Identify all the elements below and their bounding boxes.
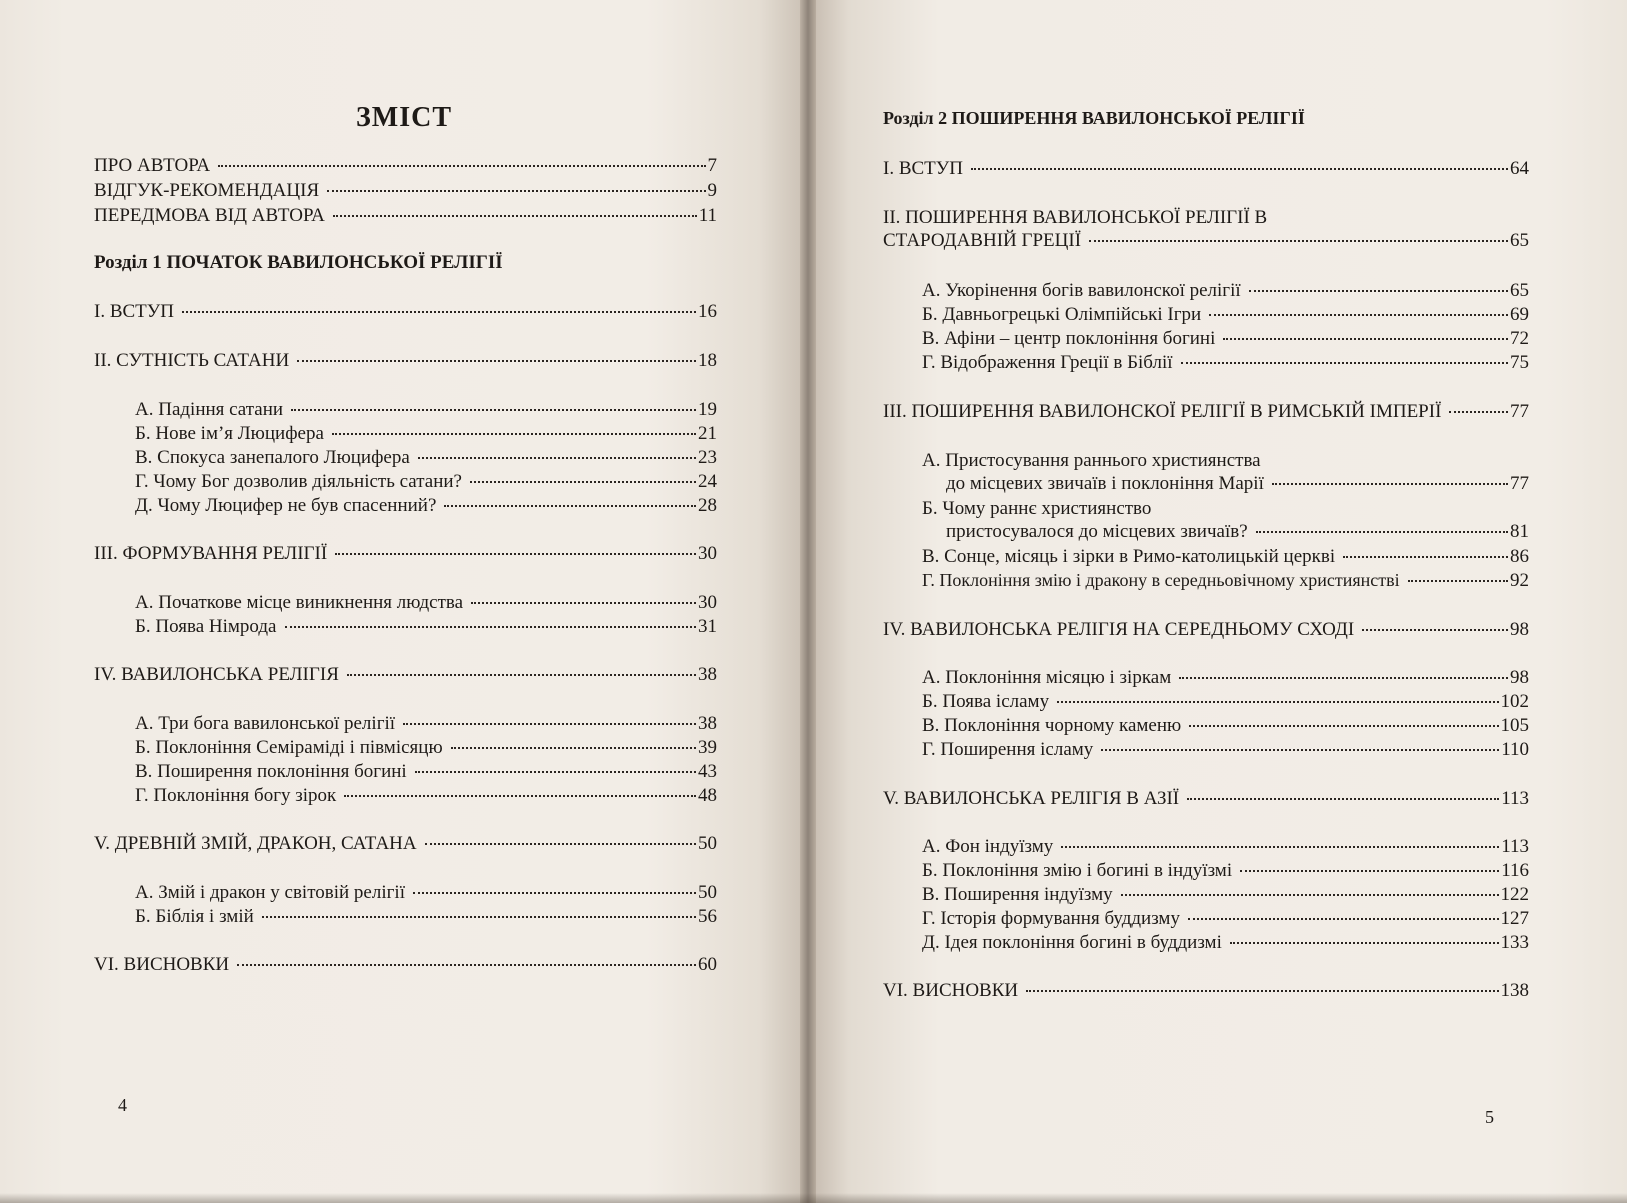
toc-subentry	[922, 569, 1529, 592]
toc-page-number: 116	[1501, 860, 1529, 881]
dot-leader	[403, 723, 696, 725]
toc-page-number: 81	[1510, 521, 1529, 542]
toc-page-number: 19	[698, 399, 717, 420]
toc-entry-label: I. ВСТУП	[94, 301, 174, 322]
section-heading: Розділ 2 ПОШИРЕННЯ ВАВИЛОНСЬКОЇ РЕЛІГІЇ	[883, 108, 1305, 128]
toc-entry-line2	[946, 472, 1529, 495]
toc-page-number: 105	[1500, 715, 1529, 736]
dot-leader	[415, 771, 696, 773]
toc-entry-label: В. Сонце, місяць і зірки в Римо-католицькій церкві	[922, 546, 1336, 567]
book-gutter	[800, 0, 816, 1203]
dot-leader	[1249, 290, 1508, 292]
dot-leader	[1026, 990, 1498, 992]
toc-entry-label: V. ДРЕВНІЙ ЗМІЙ, ДРАКОН, САТАНА	[94, 833, 417, 854]
toc-page-number: 30	[698, 592, 717, 613]
toc-entry-label: Г. Поширення ісламу	[922, 739, 1094, 760]
toc-subentry	[922, 545, 1529, 568]
toc-entry-label: Б. Поява ісламу	[922, 691, 1050, 712]
dot-leader	[347, 674, 696, 676]
section-heading: Розділ 1 ПОЧАТОК ВАВИЛОНСЬКОЇ РЕЛІГІЇ	[94, 252, 503, 273]
toc-entry-label: Д. Чому Люцифер не був спасенний?	[135, 495, 437, 516]
toc-subentry	[922, 279, 1529, 302]
dot-leader	[344, 795, 696, 797]
toc-page-number: 24	[698, 471, 717, 492]
toc-entry-label: В. Поширення індуїзму	[922, 884, 1113, 905]
toc-page-number: 110	[1501, 739, 1529, 760]
toc-entry-label: А. Укорінення богів вавилонскої релігії	[922, 280, 1241, 301]
dot-leader	[1057, 701, 1498, 703]
toc-entry-label: А. Початкове місце виникнення людства	[135, 592, 464, 613]
toc-entry-label: А. Падіння сатани	[135, 399, 284, 420]
toc-entry-label: VI. ВИСНОВКИ	[94, 954, 230, 975]
dot-leader	[1343, 556, 1508, 558]
toc-entry-preface	[94, 204, 717, 227]
toc-page-number: 77	[1510, 401, 1529, 422]
toc-entry-label: IV. ВАВИЛОНСЬКА РЕЛІГІЯ	[94, 664, 339, 685]
toc-entry-label: Г. Відображення Греції в Біблії	[922, 352, 1173, 373]
toc-page-number: 92	[1510, 570, 1529, 591]
toc-entry-label: Г. Історія формування буддизму	[922, 908, 1180, 929]
dot-leader	[237, 964, 696, 966]
toc-entry-label: ВІДГУК-РЕКОМЕНДАЦІЯ	[94, 180, 320, 201]
toc-page-number: 102	[1500, 691, 1529, 712]
toc-subentry	[135, 446, 717, 469]
toc-subentry	[135, 736, 717, 759]
toc-entry-label: V. ВАВИЛОНСЬКА РЕЛІГІЯ В АЗІЇ	[883, 788, 1180, 809]
toc-chapter	[94, 349, 717, 372]
dot-leader	[1240, 870, 1499, 872]
page-number: 4	[118, 1095, 127, 1115]
toc-page-number: 43	[698, 761, 717, 782]
toc-subentry-wrapped	[922, 449, 1529, 495]
toc-subentry	[135, 591, 717, 614]
dot-leader	[1256, 531, 1508, 533]
toc-entry-label: до місцевих звичаїв і поклоніння Марії	[946, 473, 1264, 494]
toc-subentry-wrapped	[922, 497, 1529, 543]
toc-page-number: 133	[1500, 932, 1529, 953]
toc-entry-line2	[883, 229, 1529, 252]
toc-subentry	[135, 398, 717, 421]
toc-subentry	[922, 327, 1529, 350]
toc-entry-label: IV. ВАВИЛОНСЬКА РЕЛІГІЯ НА СЕРЕДНЬОМУ СХОДІ	[883, 619, 1355, 640]
toc-entry-label: Б. Нове ім’я Люцифера	[135, 423, 324, 444]
toc-subentry	[922, 351, 1529, 374]
toc-entry-label: Г. Поклоніння змію і дракону в середньовічному християнстві	[922, 570, 1400, 590]
toc-subentry	[135, 494, 717, 517]
toc-page-number: 65	[1510, 280, 1529, 301]
dot-leader	[262, 916, 696, 918]
toc-entry-label: В. Поширення поклоніння богині	[135, 761, 407, 782]
toc-chapter-wrapped	[883, 206, 1529, 252]
toc-page-number: 9	[707, 180, 717, 201]
dot-leader	[1272, 483, 1508, 485]
toc-page-number: 60	[698, 954, 717, 975]
dot-leader	[1179, 677, 1508, 679]
right-page	[808, 0, 1627, 1203]
toc-page-number: 86	[1510, 546, 1529, 567]
toc-entry-line2	[946, 520, 1529, 543]
toc-page-number: 127	[1500, 908, 1529, 929]
toc-chapter	[883, 618, 1529, 641]
dot-leader	[413, 892, 696, 894]
toc-subentry	[135, 760, 717, 783]
toc-subentry	[922, 714, 1529, 737]
dot-leader	[1449, 411, 1508, 413]
toc-chapter	[94, 953, 717, 976]
dot-leader	[1181, 362, 1508, 364]
toc-page-number: 21	[698, 423, 717, 444]
dot-leader	[418, 457, 696, 459]
toc-page-number: 98	[1510, 667, 1529, 688]
toc-chapter	[94, 300, 717, 323]
toc-entry-label: А. Три бога вавилонської релігії	[135, 713, 396, 734]
dot-leader	[425, 843, 696, 845]
dot-leader	[327, 190, 705, 192]
toc-chapter	[883, 787, 1529, 810]
toc-entry-label-line1: Б. Чому раннє християнство	[922, 498, 1152, 519]
left-page	[0, 0, 808, 1203]
toc-entry-label: А. Змій і дракон у світовій релігії	[135, 882, 405, 903]
toc-chapter	[94, 542, 717, 565]
toc-page-number: 72	[1510, 328, 1529, 349]
toc-page-number: 39	[698, 737, 717, 758]
toc-entry-label: III. ФОРМУВАННЯ РЕЛІГІЇ	[94, 543, 328, 564]
toc-page-number: 31	[698, 616, 717, 637]
dot-leader	[333, 215, 697, 217]
dot-leader	[1121, 894, 1499, 896]
toc-subentry	[135, 470, 717, 493]
toc-page-number: 50	[698, 833, 717, 854]
toc-entry-label: ПЕРЕДМОВА ВІД АВТОРА	[94, 205, 325, 226]
dot-leader	[1223, 338, 1508, 340]
page-edge-shadow	[0, 1193, 1627, 1203]
dot-leader	[1089, 240, 1508, 242]
dot-leader	[971, 168, 1508, 170]
toc-subentry	[922, 835, 1529, 858]
toc-subentry	[922, 907, 1529, 930]
toc-subentry	[135, 615, 717, 638]
toc-page-number: 38	[698, 713, 717, 734]
toc-subentry	[922, 738, 1529, 761]
toc-page-number: 122	[1500, 884, 1529, 905]
dot-leader	[451, 747, 696, 749]
toc-subentry	[922, 931, 1529, 954]
toc-subentry	[135, 881, 717, 904]
dot-leader	[1362, 629, 1508, 631]
toc-subentry	[922, 666, 1529, 689]
toc-entry-label: Г. Чому Бог дозволив діяльність сатани?	[135, 471, 462, 492]
toc-page-number: 11	[698, 205, 717, 226]
toc-chapter	[94, 832, 717, 855]
toc-entry-label: А. Поклоніння місяцю і зіркам	[922, 667, 1172, 688]
toc-entry-label-line1: А. Пристосування раннього християнства	[922, 450, 1261, 471]
page-number: 5	[1485, 1107, 1494, 1127]
toc-page-number: 18	[698, 350, 717, 371]
toc-chapter	[883, 157, 1529, 180]
dot-leader	[297, 360, 696, 362]
dot-leader	[1189, 725, 1498, 727]
toc-entry-label: II. СУТНІСТЬ САТАНИ	[94, 350, 290, 371]
dot-leader	[1101, 749, 1499, 751]
toc-entry-label: Б. Поклоніння змію і богині в індуїзмі	[922, 860, 1233, 881]
toc-page-number: 30	[698, 543, 717, 564]
toc-page-number: 38	[698, 664, 717, 685]
toc-entry-label: I. ВСТУП	[883, 158, 963, 179]
dot-leader	[218, 165, 705, 167]
toc-subentry	[135, 905, 717, 928]
toc-chapter	[883, 979, 1529, 1002]
dot-leader	[471, 602, 696, 604]
toc-subentry	[922, 859, 1529, 882]
toc-page-number: 28	[698, 495, 717, 516]
toc-subentry	[135, 784, 717, 807]
toc-entry-label: VI. ВИСНОВКИ	[883, 980, 1019, 1001]
dot-leader	[1408, 580, 1508, 582]
toc-page-number: 69	[1510, 304, 1529, 325]
toc-page-number: 77	[1510, 473, 1529, 494]
dot-leader	[332, 433, 696, 435]
dot-leader	[444, 505, 696, 507]
toc-chapter	[94, 663, 717, 686]
toc-entry-label: Б. Поява Німрода	[135, 616, 277, 637]
toc-entry-label: В. Поклоніння чорному каменю	[922, 715, 1182, 736]
toc-entry-label: В. Афіни – центр поклоніння богині	[922, 328, 1216, 349]
toc-entry-label: В. Спокуса занепалого Люцифера	[135, 447, 410, 468]
toc-subentry	[922, 883, 1529, 906]
toc-page-number: 64	[1510, 158, 1529, 179]
toc-chapter	[883, 400, 1529, 423]
toc-page-number: 48	[698, 785, 717, 806]
toc-entry-label: Д. Ідея поклоніння богині в буддизмі	[922, 932, 1222, 953]
toc-page-number: 50	[698, 882, 717, 903]
toc-entry-label: пристосувалося до місцевих звичаїв?	[946, 521, 1248, 542]
toc-entry-label: Б. Поклоніння Семіраміді і півмісяцю	[135, 737, 443, 758]
toc-entry-about-author	[94, 154, 717, 177]
toc-entry-label: А. Фон індуїзму	[922, 836, 1054, 857]
dot-leader	[182, 311, 696, 313]
toc-entry-label: Б. Давньогрецькі Олімпійські Ігри	[922, 304, 1202, 325]
dot-leader	[1061, 846, 1499, 848]
toc-entry-label: ПРО АВТОРА	[94, 155, 211, 176]
toc-page-number: 98	[1510, 619, 1529, 640]
toc-subentry	[135, 712, 717, 735]
toc-page-number: 23	[698, 447, 717, 468]
dot-leader	[1188, 918, 1499, 920]
toc-entry-label-line1: II. ПОШИРЕННЯ ВАВИЛОНСЬКОЇ РЕЛІГІЇ В	[883, 207, 1268, 228]
toc-page-number: 113	[1501, 836, 1529, 857]
toc-page-number: 16	[698, 301, 717, 322]
toc-page-number: 75	[1510, 352, 1529, 373]
toc-entry-label: III. ПОШИРЕННЯ ВАВИЛОНСКОЇ РЕЛІГІЇ В РИМСЬКІЙ ІМПЕРІЇ	[883, 401, 1442, 422]
toc-page-number: 7	[707, 155, 717, 176]
dot-leader	[291, 409, 696, 411]
toc-page-number: 113	[1501, 788, 1529, 809]
toc-entry-label: СТАРОДАВНІЙ ГРЕЦІЇ	[883, 230, 1082, 251]
dot-leader	[285, 626, 697, 628]
toc-page-number: 56	[698, 906, 717, 927]
toc-subentry	[922, 690, 1529, 713]
dot-leader	[335, 553, 696, 555]
toc-title: ЗМІСТ	[356, 102, 452, 133]
dot-leader	[470, 481, 696, 483]
toc-entry-label: Г. Поклоніння богу зірок	[135, 785, 337, 806]
dot-leader	[1230, 942, 1499, 944]
toc-page-number: 138	[1500, 980, 1529, 1001]
toc-subentry	[135, 422, 717, 445]
dot-leader	[1209, 314, 1508, 316]
dot-leader	[1187, 798, 1499, 800]
toc-subentry	[922, 303, 1529, 326]
toc-entry-review	[94, 179, 717, 202]
toc-page-number: 65	[1510, 230, 1529, 251]
toc-entry-label: Б. Біблія і змій	[135, 906, 254, 927]
